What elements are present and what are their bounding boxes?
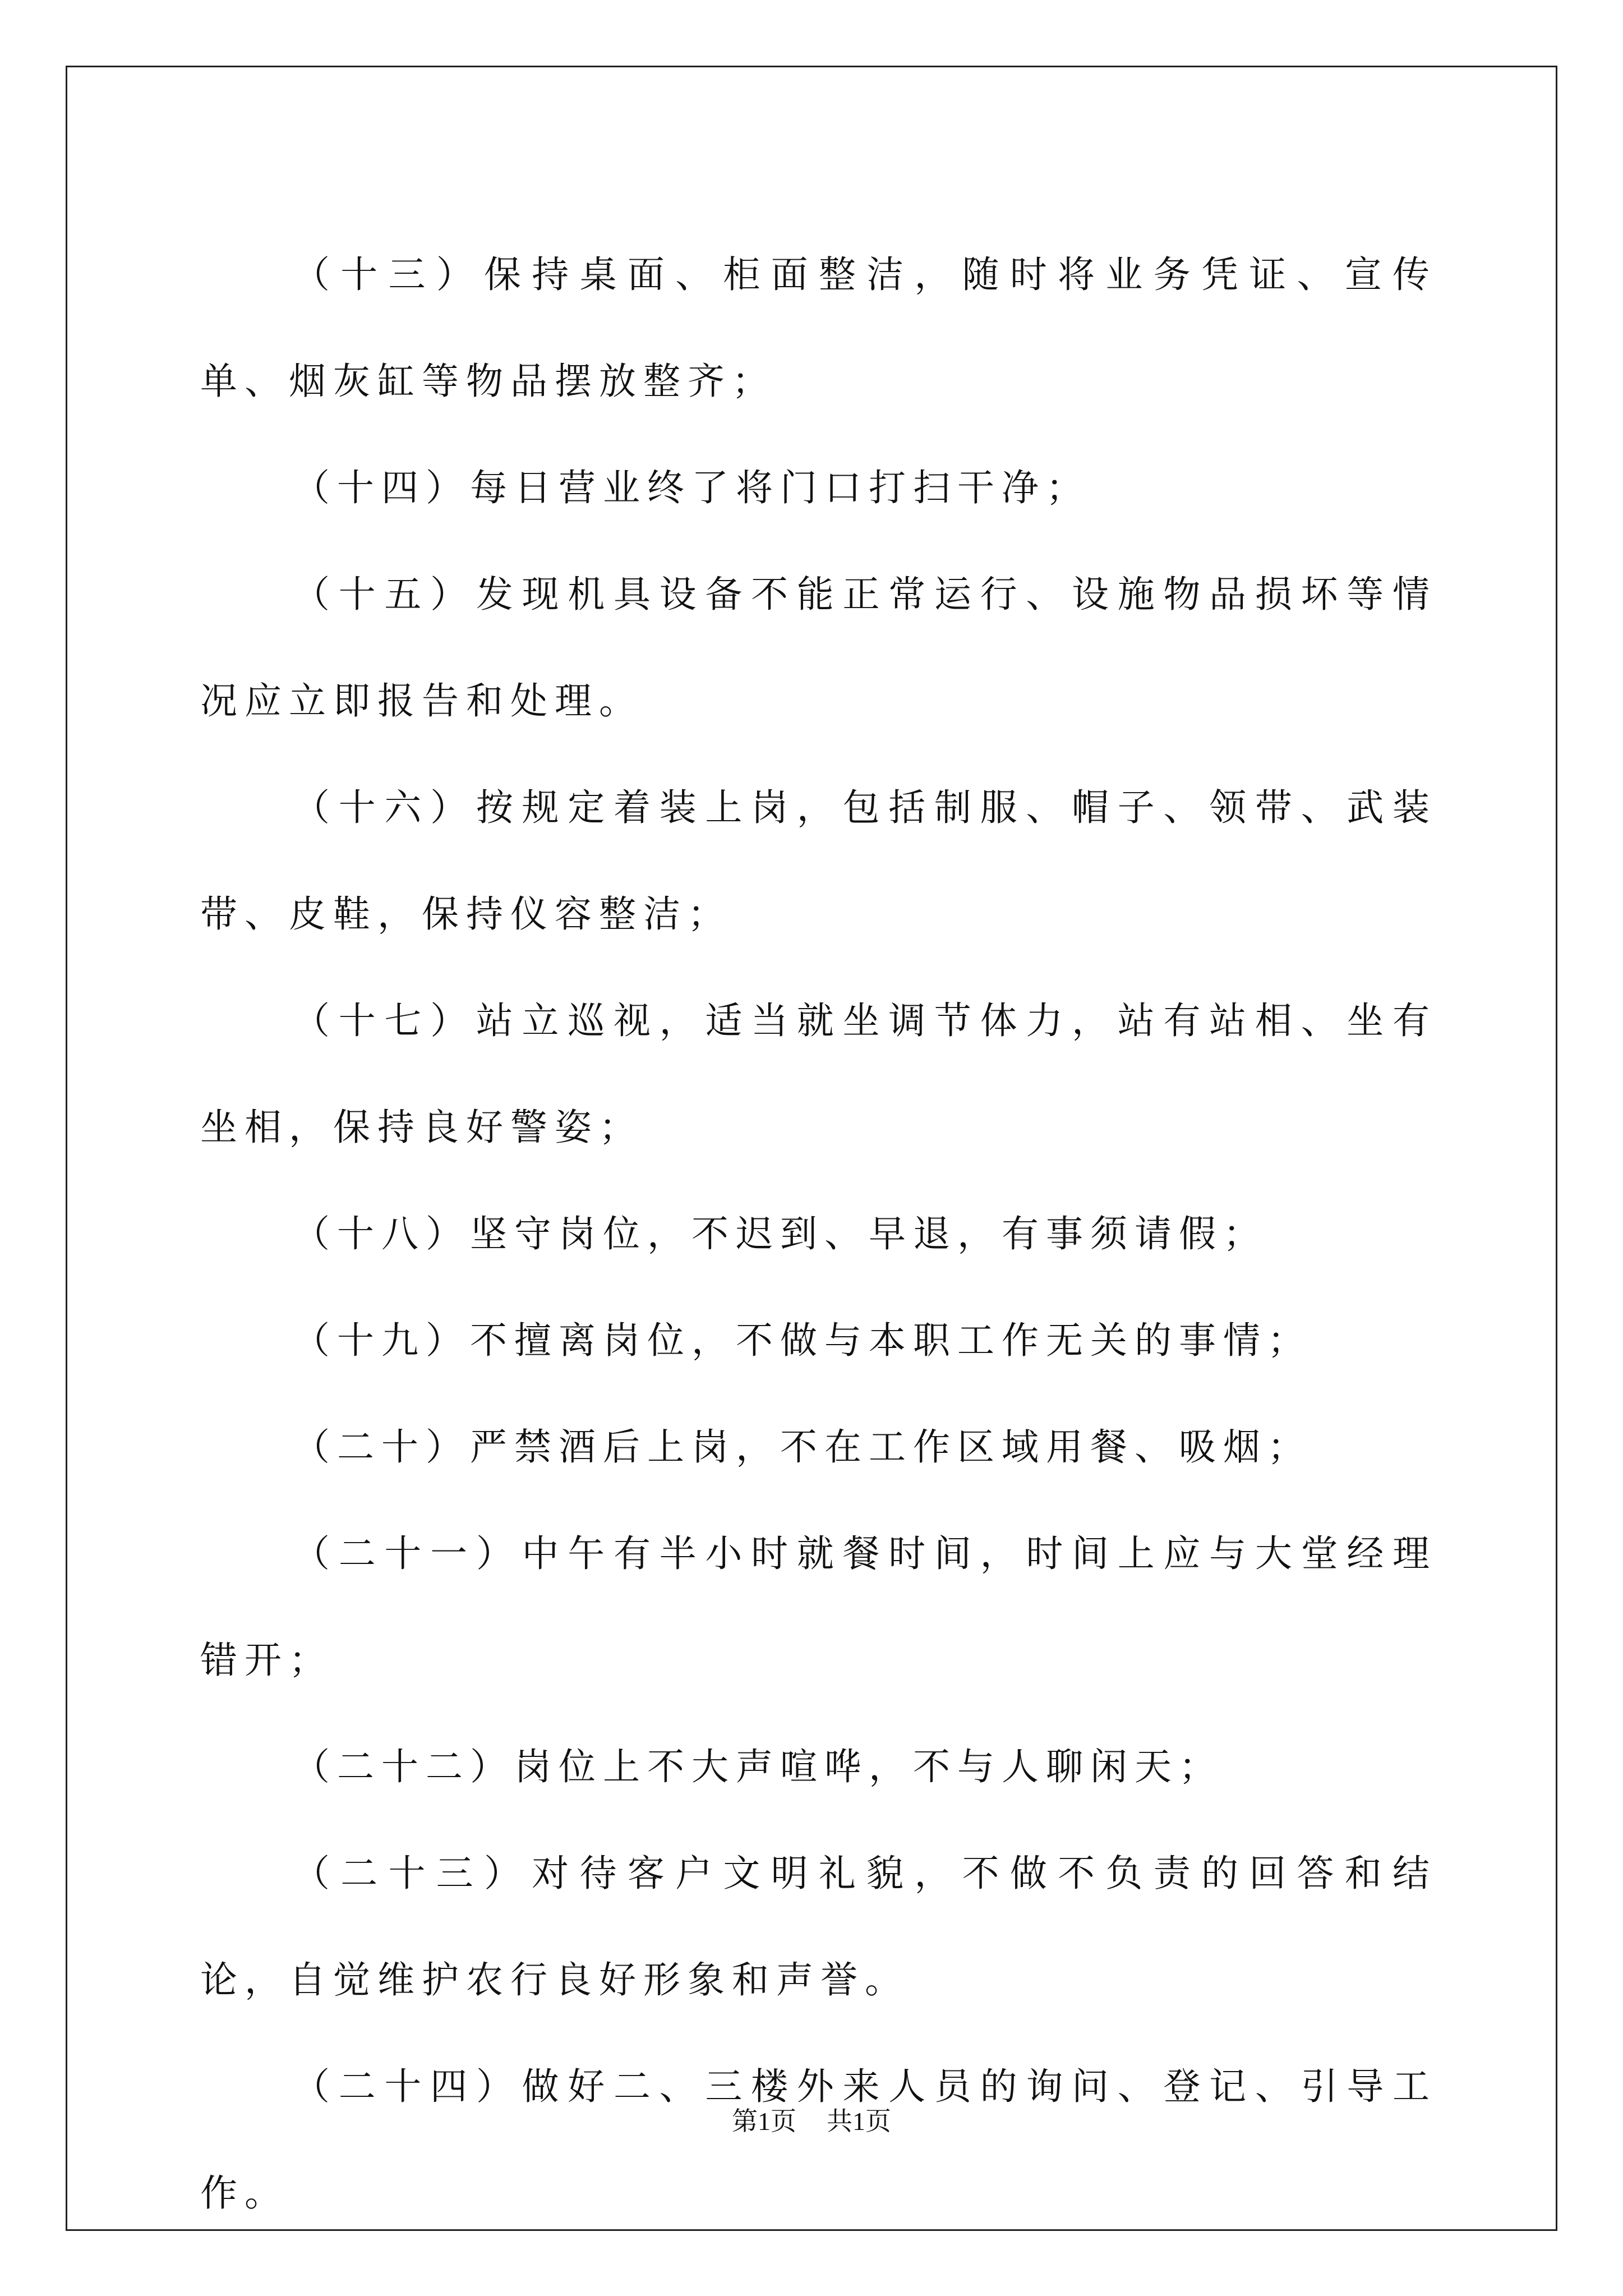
paragraph-24: （二十四）做好二、三楼外来人员的询问、登记、引导工作。 — [200, 2065, 1437, 2215]
page-number-current: 第1页 — [732, 2107, 796, 2136]
paragraph-23: （二十三）对待客户文明礼貌，不做不负责的回答和结论，自觉维护农行良好形象和声誉。 — [200, 1852, 1437, 2001]
paragraph-17: （十七）站立巡视，适当就坐调节体力，站有站相、坐有坐相，保持良好警姿； — [200, 999, 1437, 1149]
paragraph-18: （十八）坚守岗位，不迟到、早退，有事须请假； — [293, 1212, 1267, 1255]
document-body — [200, 222, 1437, 2247]
paragraph-13: （十三）保持桌面、柜面整洁，随时将业务凭证、宣传单、烟灰缸等物品摆放整齐； — [200, 253, 1437, 403]
paragraph-15: （十五）发现机具设备不能正常运行、设施物品损坏等情况应立即报告和处理。 — [200, 573, 1437, 723]
paragraph-14: （十四）每日营业终了将门口打扫干净； — [293, 466, 1090, 509]
page-footer — [0, 2101, 1623, 2138]
paragraph-19: （十九）不擅离岗位，不做与本职工作无关的事情； — [293, 1319, 1312, 1362]
paragraph-22: （二十二）岗位上不大声喧哗，不与人聊闲天； — [293, 1745, 1223, 1788]
page-number-total: 共1页 — [827, 2107, 891, 2136]
paragraph-20: （二十）严禁酒后上岗，不在工作区域用餐、吸烟； — [293, 1425, 1312, 1469]
paragraph-16: （十六）按规定着装上岗，包括制服、帽子、领带、武装带、皮鞋，保持仪容整洁； — [200, 786, 1437, 936]
paragraph-21: （二十一）中午有半小时就餐时间，时间上应与大堂经理错开； — [200, 1532, 1437, 1682]
